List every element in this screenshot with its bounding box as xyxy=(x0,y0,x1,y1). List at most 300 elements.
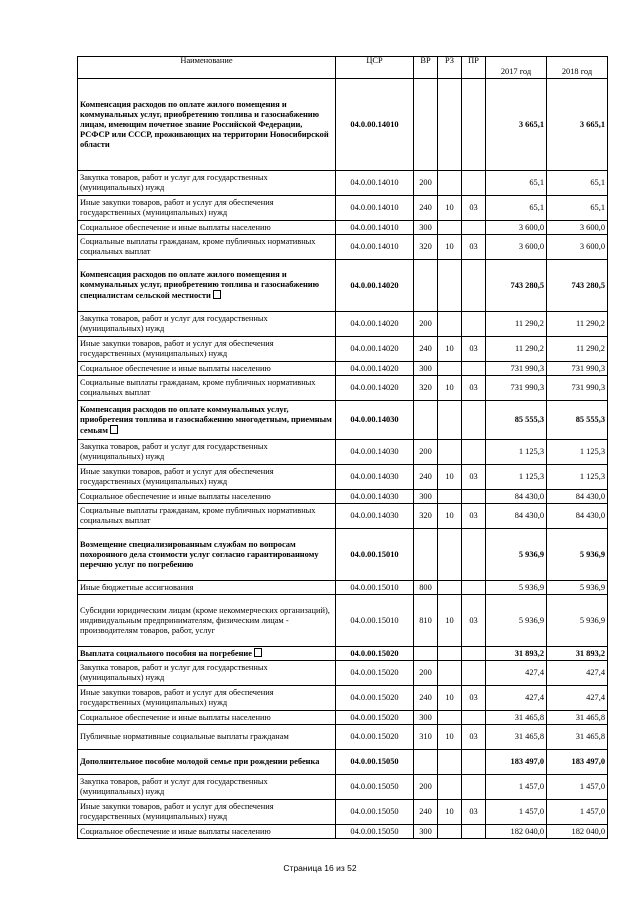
row-amount-2017-text: 731 990,3 xyxy=(510,363,544,373)
row-rz-text: 10 xyxy=(445,344,454,353)
row-pr xyxy=(462,221,486,235)
row-amount-2017-text: 182 040,0 xyxy=(510,826,544,836)
row-amount-2017-text: 84 430,0 xyxy=(514,511,544,520)
row-amount-2018 xyxy=(547,750,608,775)
row-csr-text: 04.0.00.15020 xyxy=(350,648,399,658)
row-amount-2018 xyxy=(547,171,608,196)
row-csr-text: 04.0.00.14030 xyxy=(350,447,399,456)
row-amount-2018 xyxy=(547,647,608,661)
row-name-text: Иные бюджетные ассигнования xyxy=(80,582,194,592)
row-vr xyxy=(414,490,438,504)
table-row xyxy=(78,775,608,800)
row-name xyxy=(78,800,336,825)
row-name xyxy=(78,490,336,504)
row-pr xyxy=(462,711,486,725)
row-rz xyxy=(438,686,462,711)
row-amount-2017-text: 731 990,3 xyxy=(510,383,544,392)
row-pr-text: 03 xyxy=(469,344,478,353)
row-vr xyxy=(414,647,438,661)
row-rz xyxy=(438,362,462,376)
row-pr xyxy=(462,337,486,362)
row-amount-2017-text: 65,1 xyxy=(529,203,544,212)
row-amount-2017-text: 743 280,5 xyxy=(510,280,544,290)
row-amount-2018 xyxy=(547,235,608,260)
table-row xyxy=(78,312,608,337)
row-pr xyxy=(462,235,486,260)
row-amount-2017-text: 65,1 xyxy=(529,178,544,187)
row-pr xyxy=(462,581,486,595)
table-row xyxy=(78,750,608,775)
row-vr xyxy=(414,171,438,196)
row-amount-2018-text: 5 936,9 xyxy=(579,615,605,625)
row-vr xyxy=(414,196,438,221)
row-amount-2018 xyxy=(547,581,608,595)
row-csr-text: 04.0.00.14010 xyxy=(350,242,399,251)
row-amount-2018-text: 3 665,1 xyxy=(579,119,605,129)
row-vr xyxy=(414,800,438,825)
row-name xyxy=(78,221,336,235)
row-vr xyxy=(414,260,438,312)
row-amount-2018-text: 5 936,9 xyxy=(579,582,605,592)
row-amount-2017 xyxy=(486,235,547,260)
row-name-text: Социальные выплаты гражданам, кроме публичных нормативных социальных выплат xyxy=(80,237,316,256)
row-csr xyxy=(336,79,414,171)
row-csr-text: 04.0.00.15010 xyxy=(350,615,399,625)
row-amount-2018 xyxy=(547,401,608,440)
row-name-text: Возмещение специализированным службам по вопросам похоронного дела стоимости услуг согласно гарантированному перечню услуг по погребению xyxy=(80,539,319,569)
row-amount-2018 xyxy=(547,465,608,490)
row-pr-text: 03 xyxy=(469,693,478,702)
row-amount-2018-text: 31 893,2 xyxy=(575,648,605,658)
row-vr xyxy=(414,711,438,725)
row-amount-2018-text: 84 430,0 xyxy=(575,511,605,520)
row-amount-2017 xyxy=(486,401,547,440)
table-row xyxy=(78,647,608,661)
checkbox-glyph-icon xyxy=(213,290,221,299)
row-rz xyxy=(438,260,462,312)
header-csr: ЦСР xyxy=(336,57,414,79)
row-csr xyxy=(336,362,414,376)
row-csr xyxy=(336,401,414,440)
row-name-text: Публичные нормативные социальные выплаты гражданам xyxy=(80,732,289,741)
row-csr xyxy=(336,661,414,686)
row-name-text: Иные закупки товаров, работ и услуг для обеспечения государственных (муниципальных) нужд xyxy=(80,467,274,486)
row-amount-2018-text: 183 497,0 xyxy=(571,757,605,766)
table-row xyxy=(78,595,608,647)
row-amount-2017 xyxy=(486,595,547,647)
row-amount-2017-text: 1 125,3 xyxy=(518,447,544,456)
row-csr xyxy=(336,440,414,465)
row-vr xyxy=(414,581,438,595)
row-rz xyxy=(438,465,462,490)
row-csr-text: 04.0.00.14010 xyxy=(350,178,399,187)
row-name xyxy=(78,504,336,529)
row-vr-text: 300 xyxy=(419,491,432,501)
row-csr-text: 04.0.00.15050 xyxy=(350,782,399,791)
row-amount-2018-text: 1 457,0 xyxy=(579,807,605,816)
row-name-text: Закупка товаров, работ и услуг для государственных (муниципальных) нужд xyxy=(80,777,268,796)
row-vr xyxy=(414,686,438,711)
row-pr-text: 03 xyxy=(469,807,478,816)
row-vr xyxy=(414,465,438,490)
row-name xyxy=(78,581,336,595)
row-csr-text: 04.0.00.14010 xyxy=(350,222,399,232)
row-csr-text: 04.0.00.14010 xyxy=(350,203,399,212)
row-amount-2017 xyxy=(486,661,547,686)
row-amount-2017 xyxy=(486,196,547,221)
row-amount-2018 xyxy=(547,312,608,337)
table-row xyxy=(78,504,608,529)
row-rz xyxy=(438,221,462,235)
table-row xyxy=(78,686,608,711)
row-rz xyxy=(438,595,462,647)
row-pr xyxy=(462,661,486,686)
row-amount-2017-text: 31 893,2 xyxy=(514,648,544,658)
row-amount-2017 xyxy=(486,504,547,529)
row-csr xyxy=(336,196,414,221)
row-amount-2018-text: 1 125,3 xyxy=(579,472,605,481)
row-amount-2017 xyxy=(486,260,547,312)
row-amount-2018 xyxy=(547,800,608,825)
row-pr xyxy=(462,595,486,647)
row-csr-text: 04.0.00.15020 xyxy=(350,712,399,722)
row-amount-2017 xyxy=(486,750,547,775)
row-name-text: Иные закупки товаров, работ и услуг для обеспечения государственных (муниципальных) нужд xyxy=(80,339,274,358)
row-vr xyxy=(414,440,438,465)
row-vr xyxy=(414,595,438,647)
row-pr xyxy=(462,362,486,376)
row-amount-2017-text: 5 936,9 xyxy=(518,549,544,559)
row-amount-2018 xyxy=(547,196,608,221)
row-name xyxy=(78,440,336,465)
row-vr-text: 300 xyxy=(419,222,432,232)
table-row xyxy=(78,401,608,440)
row-amount-2018 xyxy=(547,529,608,581)
row-rz xyxy=(438,711,462,725)
row-rz-text: 10 xyxy=(445,615,454,625)
row-name xyxy=(78,312,336,337)
row-amount-2017 xyxy=(486,725,547,750)
row-csr-text: 04.0.00.15050 xyxy=(350,826,399,836)
row-name xyxy=(78,362,336,376)
row-pr xyxy=(462,775,486,800)
row-vr xyxy=(414,529,438,581)
row-amount-2018 xyxy=(547,490,608,504)
budget-table xyxy=(77,56,608,839)
row-name-text: Социальное обеспечение и иные выплаты населению xyxy=(80,826,271,836)
row-name-text: Иные закупки товаров, работ и услуг для обеспечения государственных (муниципальных) нужд xyxy=(80,802,274,821)
row-name-text: Закупка товаров, работ и услуг для государственных (муниципальных) нужд xyxy=(80,663,268,682)
row-pr xyxy=(462,504,486,529)
row-amount-2017 xyxy=(486,440,547,465)
header-2017: 2017 год xyxy=(486,57,547,79)
table-row xyxy=(78,825,608,839)
row-pr xyxy=(462,490,486,504)
row-vr xyxy=(414,221,438,235)
row-name-text: Социальные выплаты гражданам, кроме публичных нормативных социальных выплат xyxy=(80,378,316,397)
row-amount-2018-text: 3 600,0 xyxy=(579,222,605,232)
row-csr-text: 04.0.00.14030 xyxy=(350,472,399,481)
row-amount-2017 xyxy=(486,800,547,825)
row-rz-text: 10 xyxy=(445,732,454,741)
row-name xyxy=(78,711,336,725)
row-amount-2017 xyxy=(486,490,547,504)
row-amount-2018-text: 11 290,2 xyxy=(575,344,605,353)
row-vr-text: 300 xyxy=(419,363,432,373)
row-name-text: Иные закупки товаров, работ и услуг для обеспечения государственных (муниципальных) нужд xyxy=(80,198,274,217)
row-rz xyxy=(438,775,462,800)
row-amount-2018 xyxy=(547,686,608,711)
row-vr-text: 240 xyxy=(419,693,432,702)
row-name xyxy=(78,260,336,312)
row-name-text: Компенсация расходов по оплате коммунальных услуг, приобретения топлива и газоснабжению многодетным, приемным семьям xyxy=(80,404,332,435)
row-amount-2018 xyxy=(547,504,608,529)
row-rz-text: 10 xyxy=(445,203,454,212)
row-amount-2018 xyxy=(547,337,608,362)
row-vr xyxy=(414,376,438,401)
row-amount-2017 xyxy=(486,312,547,337)
table-row xyxy=(78,800,608,825)
row-amount-2018-text: 1 457,0 xyxy=(579,782,605,791)
row-amount-2017 xyxy=(486,221,547,235)
row-csr xyxy=(336,529,414,581)
row-vr-text: 300 xyxy=(419,826,432,836)
table-row xyxy=(78,362,608,376)
row-amount-2017-text: 427,4 xyxy=(525,668,544,677)
row-amount-2017 xyxy=(486,79,547,171)
row-amount-2018-text: 85 555,3 xyxy=(575,415,605,424)
row-pr xyxy=(462,440,486,465)
row-rz xyxy=(438,171,462,196)
row-csr-text: 04.0.00.14010 xyxy=(350,119,399,129)
row-csr xyxy=(336,260,414,312)
row-amount-2018-text: 84 430,0 xyxy=(575,491,605,501)
row-amount-2018 xyxy=(547,595,608,647)
table-row xyxy=(78,661,608,686)
row-csr xyxy=(336,171,414,196)
row-csr-text: 04.0.00.14020 xyxy=(350,383,399,392)
row-amount-2018 xyxy=(547,221,608,235)
row-name xyxy=(78,725,336,750)
row-amount-2017-text: 31 465,8 xyxy=(514,732,544,741)
row-amount-2017 xyxy=(486,581,547,595)
row-name xyxy=(78,661,336,686)
table-row xyxy=(78,260,608,312)
row-name-text: Социальное обеспечение и иные выплаты населению xyxy=(80,222,271,232)
row-pr-text: 03 xyxy=(469,383,478,392)
row-rz xyxy=(438,490,462,504)
row-amount-2018 xyxy=(547,711,608,725)
row-amount-2017-text: 3 600,0 xyxy=(518,242,544,251)
row-pr xyxy=(462,171,486,196)
row-rz xyxy=(438,401,462,440)
table-row xyxy=(78,440,608,465)
row-pr-text: 03 xyxy=(469,203,478,212)
row-rz xyxy=(438,337,462,362)
row-amount-2018 xyxy=(547,376,608,401)
row-rz xyxy=(438,79,462,171)
row-amount-2017-text: 5 936,9 xyxy=(518,582,544,592)
row-amount-2017-text: 11 290,2 xyxy=(514,344,544,353)
header-pr: ПР xyxy=(462,57,486,79)
row-amount-2017-text: 1 457,0 xyxy=(518,782,544,791)
row-amount-2018-text: 65,1 xyxy=(590,203,605,212)
checkbox-glyph-icon xyxy=(110,425,118,434)
row-pr xyxy=(462,260,486,312)
table-row xyxy=(78,725,608,750)
row-rz xyxy=(438,725,462,750)
row-name xyxy=(78,595,336,647)
row-csr-text: 04.0.00.14020 xyxy=(350,363,399,373)
row-amount-2017 xyxy=(486,775,547,800)
row-csr-text: 04.0.00.15050 xyxy=(350,807,399,816)
row-pr xyxy=(462,647,486,661)
row-pr-text: 03 xyxy=(469,615,478,625)
row-name-text: Субсидии юридическим лицам (кроме некоммерческих организаций), индивидуальным предпринимателям, физическим лицам - производителям товаров, работ, услуг xyxy=(80,605,330,635)
row-amount-2017 xyxy=(486,529,547,581)
row-rz-text: 10 xyxy=(445,807,454,816)
row-amount-2017 xyxy=(486,711,547,725)
row-csr-text: 04.0.00.15050 xyxy=(350,757,399,766)
row-vr xyxy=(414,825,438,839)
row-amount-2017-text: 31 465,8 xyxy=(514,712,544,722)
row-amount-2018 xyxy=(547,661,608,686)
row-name-text: Закупка товаров, работ и услуг для государственных (муниципальных) нужд xyxy=(80,173,268,192)
row-csr-text: 04.0.00.14030 xyxy=(350,415,399,424)
row-amount-2018 xyxy=(547,362,608,376)
row-vr-text: 240 xyxy=(419,344,432,353)
row-csr-text: 04.0.00.14020 xyxy=(350,344,399,353)
row-rz xyxy=(438,235,462,260)
row-amount-2017 xyxy=(486,362,547,376)
table-row xyxy=(78,221,608,235)
row-amount-2018-text: 5 936,9 xyxy=(579,549,605,559)
row-amount-2017 xyxy=(486,337,547,362)
row-csr-text: 04.0.00.14030 xyxy=(350,511,399,520)
row-vr-text: 240 xyxy=(419,807,432,816)
table-row xyxy=(78,79,608,171)
row-vr-text: 320 xyxy=(419,511,432,520)
row-vr xyxy=(414,312,438,337)
row-vr xyxy=(414,775,438,800)
row-rz xyxy=(438,196,462,221)
row-amount-2017 xyxy=(486,686,547,711)
header-rz: РЗ xyxy=(438,57,462,79)
row-name xyxy=(78,686,336,711)
row-rz xyxy=(438,312,462,337)
row-amount-2018-text: 31 465,8 xyxy=(575,732,605,741)
row-name xyxy=(78,647,336,661)
row-amount-2018-text: 11 290,2 xyxy=(575,319,605,328)
row-amount-2017 xyxy=(486,825,547,839)
row-vr-text: 200 xyxy=(419,447,432,456)
row-vr xyxy=(414,661,438,686)
row-csr xyxy=(336,647,414,661)
row-amount-2017-text: 11 290,2 xyxy=(514,319,544,328)
row-vr-text: 240 xyxy=(419,472,432,481)
row-rz xyxy=(438,376,462,401)
row-amount-2018 xyxy=(547,260,608,312)
row-amount-2018 xyxy=(547,725,608,750)
row-rz xyxy=(438,504,462,529)
row-vr xyxy=(414,235,438,260)
page-number: Страница 16 из 52 xyxy=(283,863,357,873)
row-rz xyxy=(438,647,462,661)
row-vr-text: 320 xyxy=(419,383,432,392)
row-amount-2017-text: 3 665,1 xyxy=(518,119,544,129)
row-amount-2017 xyxy=(486,647,547,661)
row-vr xyxy=(414,750,438,775)
row-pr xyxy=(462,376,486,401)
row-pr xyxy=(462,529,486,581)
row-amount-2018-text: 65,1 xyxy=(590,178,605,187)
table-row xyxy=(78,337,608,362)
row-amount-2017-text: 84 430,0 xyxy=(514,491,544,501)
checkbox-glyph-icon xyxy=(254,648,262,657)
row-pr xyxy=(462,196,486,221)
row-name xyxy=(78,750,336,775)
row-csr xyxy=(336,595,414,647)
row-csr xyxy=(336,504,414,529)
row-name xyxy=(78,401,336,440)
row-csr xyxy=(336,775,414,800)
row-pr xyxy=(462,79,486,171)
row-name-text: Компенсация расходов по оплате жилого помещения и коммунальных услуг, приобретению топлива и газоснабжению специалистам сельской местности xyxy=(80,270,320,300)
row-amount-2018-text: 731 990,3 xyxy=(571,363,605,373)
row-csr xyxy=(336,800,414,825)
row-amount-2018-text: 1 125,3 xyxy=(579,447,605,456)
row-csr xyxy=(336,312,414,337)
row-amount-2018-text: 731 990,3 xyxy=(571,383,605,392)
row-rz-text: 10 xyxy=(445,693,454,702)
page-footer xyxy=(0,863,640,873)
row-csr-text: 04.0.00.15020 xyxy=(350,693,399,702)
table-row xyxy=(78,171,608,196)
row-name xyxy=(78,376,336,401)
row-amount-2018-text: 31 465,8 xyxy=(575,712,605,722)
table-row xyxy=(78,581,608,595)
row-csr xyxy=(336,711,414,725)
row-pr xyxy=(462,312,486,337)
row-pr xyxy=(462,465,486,490)
row-csr-text: 04.0.00.14030 xyxy=(350,491,399,501)
row-name xyxy=(78,196,336,221)
row-name-text: Закупка товаров, работ и услуг для государственных (муниципальных) нужд xyxy=(80,442,268,461)
header-vr: ВР xyxy=(414,57,438,79)
row-vr-text: 200 xyxy=(419,319,432,328)
row-name xyxy=(78,775,336,800)
row-rz xyxy=(438,581,462,595)
row-amount-2017-text: 5 936,9 xyxy=(518,615,544,625)
row-csr xyxy=(336,221,414,235)
row-amount-2018 xyxy=(547,825,608,839)
row-name xyxy=(78,529,336,581)
row-vr xyxy=(414,337,438,362)
row-csr-text: 04.0.00.14020 xyxy=(350,280,399,290)
row-amount-2018-text: 182 040,0 xyxy=(571,826,605,836)
row-csr xyxy=(336,581,414,595)
row-vr xyxy=(414,79,438,171)
row-pr xyxy=(462,800,486,825)
row-vr-text: 240 xyxy=(419,203,432,212)
row-amount-2018 xyxy=(547,775,608,800)
row-rz-text: 10 xyxy=(445,472,454,481)
row-amount-2017-text: 1 125,3 xyxy=(518,472,544,481)
row-rz xyxy=(438,825,462,839)
row-csr-text: 04.0.00.14020 xyxy=(350,319,399,328)
row-pr xyxy=(462,686,486,711)
row-name xyxy=(78,171,336,196)
